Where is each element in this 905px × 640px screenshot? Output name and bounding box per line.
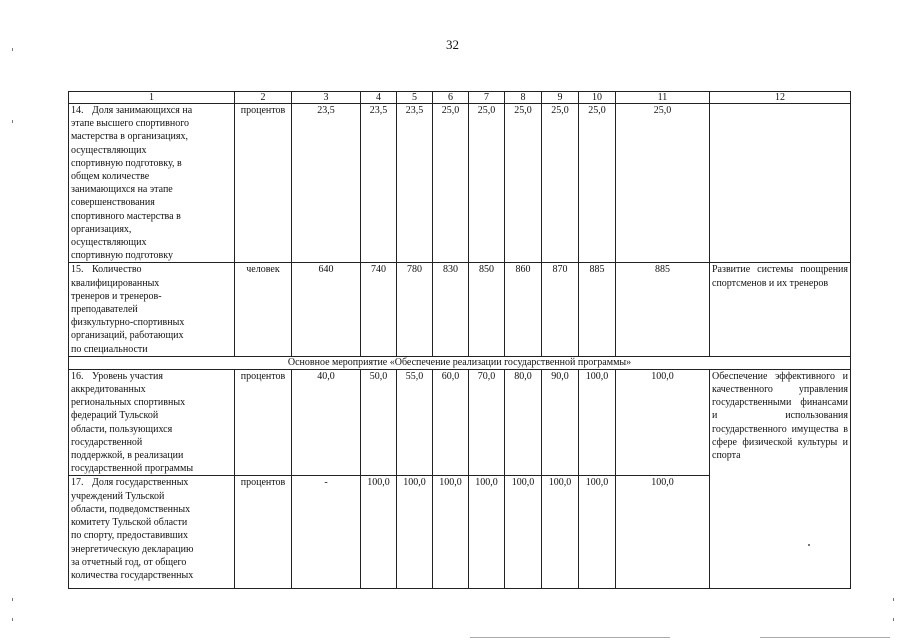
scan-mark <box>893 618 894 621</box>
column-header-2: 2 <box>235 92 292 104</box>
indicator-line: совершенствования <box>71 197 155 209</box>
indicator-number: 15. <box>71 264 84 276</box>
indicator-line: федераций Тульской <box>71 410 159 422</box>
column-header-1: 1 <box>69 92 235 104</box>
indicator-line: области, подведомственных <box>71 503 191 515</box>
value-cell: - <box>292 476 361 589</box>
indicator-line: общем количестве <box>71 171 150 183</box>
column-header-8: 8 <box>505 92 542 104</box>
indicators-table <box>68 91 851 589</box>
indicator-line: комитету Тульской области <box>71 517 188 529</box>
note-cell: Обеспечение эффективного и качественного управления государственными финансами и использования государственного имущества в сфере физической культуры и спорта <box>710 369 851 589</box>
column-header-6: 6 <box>433 92 469 104</box>
header-row <box>69 92 851 104</box>
unit-cell: процентов <box>235 369 292 476</box>
column-header-4: 4 <box>361 92 397 104</box>
value-cell: 100,0 <box>579 476 616 589</box>
indicator-line: осуществляющих <box>71 144 147 156</box>
value-cell: 870 <box>542 263 579 356</box>
indicator-line: физкультурно-спортивных <box>71 317 185 329</box>
indicator-line: спортивную подготовку <box>71 250 173 262</box>
value-cell: 740 <box>361 263 397 356</box>
value-cell: 100,0 <box>433 476 469 589</box>
table-row <box>69 263 851 356</box>
value-cell: 100,0 <box>579 369 616 476</box>
indicator-name <box>69 476 235 589</box>
indicator-line: за отчетный год, от общего <box>71 556 187 568</box>
indicator-line: по специальности <box>71 343 148 355</box>
indicator-name <box>69 263 235 356</box>
value-cell: 25,0 <box>579 104 616 263</box>
value-cell: 640 <box>292 263 361 356</box>
value-cell: 25,0 <box>469 104 505 263</box>
indicator-line: количества государственных <box>71 569 194 581</box>
scan-mark <box>12 120 13 123</box>
value-cell: 90,0 <box>542 369 579 476</box>
value-cell: 60,0 <box>433 369 469 476</box>
indicator-name <box>69 104 235 263</box>
indicator-line: государственной программы <box>71 463 194 475</box>
indicator-line: преподавателей <box>71 304 138 316</box>
indicator-line: осуществляющих <box>71 237 147 249</box>
indicator-line: государственной <box>71 436 143 448</box>
unit-cell: человек <box>235 263 292 356</box>
indicator-line: 17. Доля государственных <box>71 477 189 489</box>
value-cell: 100,0 <box>361 476 397 589</box>
value-cell: 780 <box>397 263 433 356</box>
unit-cell: процентов <box>235 104 292 263</box>
value-cell: 100,0 <box>616 369 710 476</box>
value-cell: 23,5 <box>292 104 361 263</box>
indicator-line: аккредитованных <box>71 384 146 396</box>
column-header-9: 9 <box>542 92 579 104</box>
value-cell: 100,0 <box>505 476 542 589</box>
scan-edge <box>470 637 670 638</box>
note-cell <box>710 104 851 263</box>
value-cell: 885 <box>579 263 616 356</box>
indicator-line: 14. Доля занимающихся на <box>71 105 193 116</box>
indicator-line: спортивного мастерства в <box>71 210 181 222</box>
indicator-line: организаций, работающих <box>71 330 184 342</box>
indicator-line: региональных спортивных <box>71 397 186 409</box>
scan-mark <box>12 618 13 621</box>
value-cell: 100,0 <box>542 476 579 589</box>
indicator-line: квалифицированных <box>71 277 160 289</box>
indicator-line: 16. Уровень участия <box>71 370 163 382</box>
indicator-line: спортивную подготовку, в <box>71 157 182 169</box>
scan-edge <box>760 637 890 638</box>
indicator-line: организациях, <box>71 223 132 235</box>
scan-mark <box>808 544 810 546</box>
unit-cell: процентов <box>235 476 292 589</box>
value-cell: 860 <box>505 263 542 356</box>
value-cell: 25,0 <box>433 104 469 263</box>
page-number: 32 <box>446 37 459 52</box>
column-header-3: 3 <box>292 92 361 104</box>
value-cell: 830 <box>433 263 469 356</box>
indicator-line: поддержкой, в реализации <box>71 450 184 462</box>
value-cell: 55,0 <box>397 369 433 476</box>
note-cell: Развитие системы поощрения спортсменов и их тренеров <box>710 263 851 356</box>
indicator-line: этапе высшего спортивного <box>71 118 190 130</box>
indicator-line: тренеров и тренеров- <box>71 290 162 302</box>
value-cell: 25,0 <box>542 104 579 263</box>
indicator-line: области, пользующихся <box>71 423 173 435</box>
section-title: Основное мероприятие «Обеспечение реализации государственной программы» <box>69 356 851 369</box>
indicator-number: 17. <box>71 477 84 489</box>
indicator-number: 14. <box>71 105 84 116</box>
indicator-line: мастерства в организациях, <box>71 131 188 143</box>
value-cell: 23,5 <box>361 104 397 263</box>
indicator-number: 16. <box>71 370 84 382</box>
table-body <box>69 92 851 589</box>
indicator-name <box>69 369 235 476</box>
column-header-10: 10 <box>579 92 616 104</box>
column-header-7: 7 <box>469 92 505 104</box>
value-cell: 25,0 <box>616 104 710 263</box>
value-cell: 100,0 <box>616 476 710 589</box>
table-row <box>69 369 851 476</box>
scan-mark <box>12 48 13 51</box>
table-row <box>69 104 851 263</box>
value-cell: 100,0 <box>397 476 433 589</box>
scan-mark <box>12 598 13 601</box>
value-cell: 100,0 <box>469 476 505 589</box>
scan-mark <box>893 598 894 601</box>
value-cell: 25,0 <box>505 104 542 263</box>
column-header-11: 11 <box>616 92 710 104</box>
indicator-line: по спорту, предоставивших <box>71 530 188 542</box>
indicator-line: учреждений Тульской <box>71 490 165 502</box>
value-cell: 80,0 <box>505 369 542 476</box>
value-cell: 23,5 <box>397 104 433 263</box>
value-cell: 850 <box>469 263 505 356</box>
column-header-12: 12 <box>710 92 851 104</box>
value-cell: 40,0 <box>292 369 361 476</box>
column-header-5: 5 <box>397 92 433 104</box>
value-cell: 70,0 <box>469 369 505 476</box>
value-cell: 885 <box>616 263 710 356</box>
indicator-line: энергетическую декларацию <box>71 543 194 555</box>
indicator-line: 15. Количество <box>71 264 142 276</box>
section-row <box>69 356 851 369</box>
value-cell: 50,0 <box>361 369 397 476</box>
indicator-line: занимающихся на этапе <box>71 184 173 196</box>
